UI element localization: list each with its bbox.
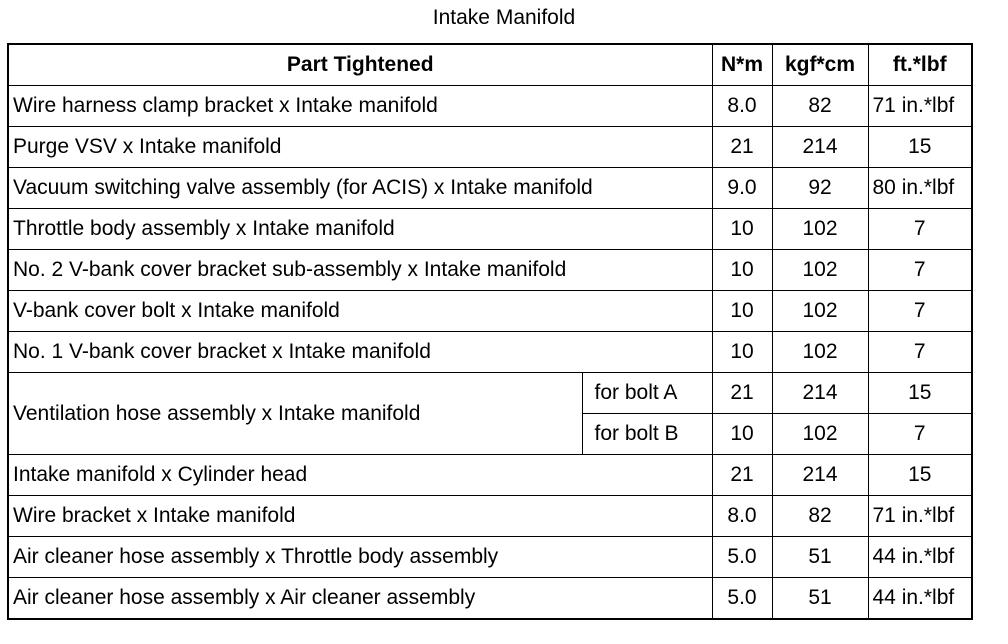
- ft-cell: 44 in.*lbf: [868, 537, 972, 578]
- kgf-cell: 102: [772, 291, 868, 332]
- ft-cell: 15: [868, 455, 972, 496]
- nm-cell: 21: [712, 455, 772, 496]
- table-row: [8, 455, 972, 496]
- ft-cell: 7: [868, 250, 972, 291]
- sub-label-cell: for bolt A: [582, 373, 712, 414]
- part-cell: No. 2 V-bank cover bracket sub-assembly x Intake manifold: [8, 250, 712, 291]
- ft-cell: 15: [868, 373, 972, 414]
- ft-cell: 71 in.*lbf: [868, 496, 972, 537]
- part-cell: V-bank cover bolt x Intake manifold: [8, 291, 712, 332]
- nm-cell: 8.0: [712, 496, 772, 537]
- part-cell: No. 1 V-bank cover bracket x Intake manifold: [8, 332, 712, 373]
- nm-cell: 5.0: [712, 578, 772, 620]
- table-row: [8, 373, 972, 414]
- header-part-tightened: Part Tightened: [8, 44, 712, 86]
- kgf-cell: 102: [772, 250, 868, 291]
- ft-cell: 7: [868, 332, 972, 373]
- nm-cell: 10: [712, 291, 772, 332]
- sub-label-cell: for bolt B: [582, 414, 712, 455]
- table-row: [8, 209, 972, 250]
- kgf-cell: 82: [772, 86, 868, 127]
- part-cell: Vacuum switching valve assembly (for ACIS) x Intake manifold: [8, 168, 712, 209]
- table-row: [8, 332, 972, 373]
- table-row: [8, 496, 972, 537]
- table-row: [8, 537, 972, 578]
- part-cell: Intake manifold x Cylinder head: [8, 455, 712, 496]
- kgf-cell: 214: [772, 455, 868, 496]
- header-ft-lbf: ft.*lbf: [868, 44, 972, 86]
- part-cell: Wire bracket x Intake manifold: [8, 496, 712, 537]
- table-row: [8, 578, 972, 620]
- ft-cell: 7: [868, 291, 972, 332]
- nm-cell: 10: [712, 250, 772, 291]
- page-title: Intake Manifold: [432, 6, 576, 29]
- nm-cell: 21: [712, 373, 772, 414]
- kgf-cell: 214: [772, 127, 868, 168]
- ft-cell: 44 in.*lbf: [868, 578, 972, 620]
- ft-cell: 71 in.*lbf: [868, 86, 972, 127]
- ft-cell: 15: [868, 127, 972, 168]
- nm-cell: 10: [712, 414, 772, 455]
- kgf-cell: 102: [772, 209, 868, 250]
- part-cell: Wire harness clamp bracket x Intake manifold: [8, 86, 712, 127]
- nm-cell: 8.0: [712, 86, 772, 127]
- ft-cell: 7: [868, 209, 972, 250]
- nm-cell: 21: [712, 127, 772, 168]
- table-row: [8, 168, 972, 209]
- kgf-cell: 102: [772, 332, 868, 373]
- table-row: [8, 86, 972, 127]
- nm-cell: 10: [712, 332, 772, 373]
- part-cell: Ventilation hose assembly x Intake manifold: [8, 373, 582, 455]
- ft-cell: 7: [868, 414, 972, 455]
- kgf-cell: 214: [772, 373, 868, 414]
- kgf-cell: 92: [772, 168, 868, 209]
- nm-cell: 5.0: [712, 537, 772, 578]
- table-header-row: [8, 44, 972, 86]
- part-cell: Air cleaner hose assembly x Air cleaner assembly: [8, 578, 712, 620]
- kgf-cell: 51: [772, 537, 868, 578]
- header-nm: N*m: [712, 44, 772, 86]
- kgf-cell: 82: [772, 496, 868, 537]
- ft-cell: 80 in.*lbf: [868, 168, 972, 209]
- nm-cell: 10: [712, 209, 772, 250]
- part-cell: Throttle body assembly x Intake manifold: [8, 209, 712, 250]
- torque-table: [7, 43, 973, 620]
- header-kgf-cm: kgf*cm: [772, 44, 868, 86]
- table-row: [8, 127, 972, 168]
- table-row: [8, 250, 972, 291]
- part-cell: Purge VSV x Intake manifold: [8, 127, 712, 168]
- kgf-cell: 102: [772, 414, 868, 455]
- nm-cell: 9.0: [712, 168, 772, 209]
- kgf-cell: 51: [772, 578, 868, 620]
- table-row: [8, 291, 972, 332]
- part-cell: Air cleaner hose assembly x Throttle body assembly: [8, 537, 712, 578]
